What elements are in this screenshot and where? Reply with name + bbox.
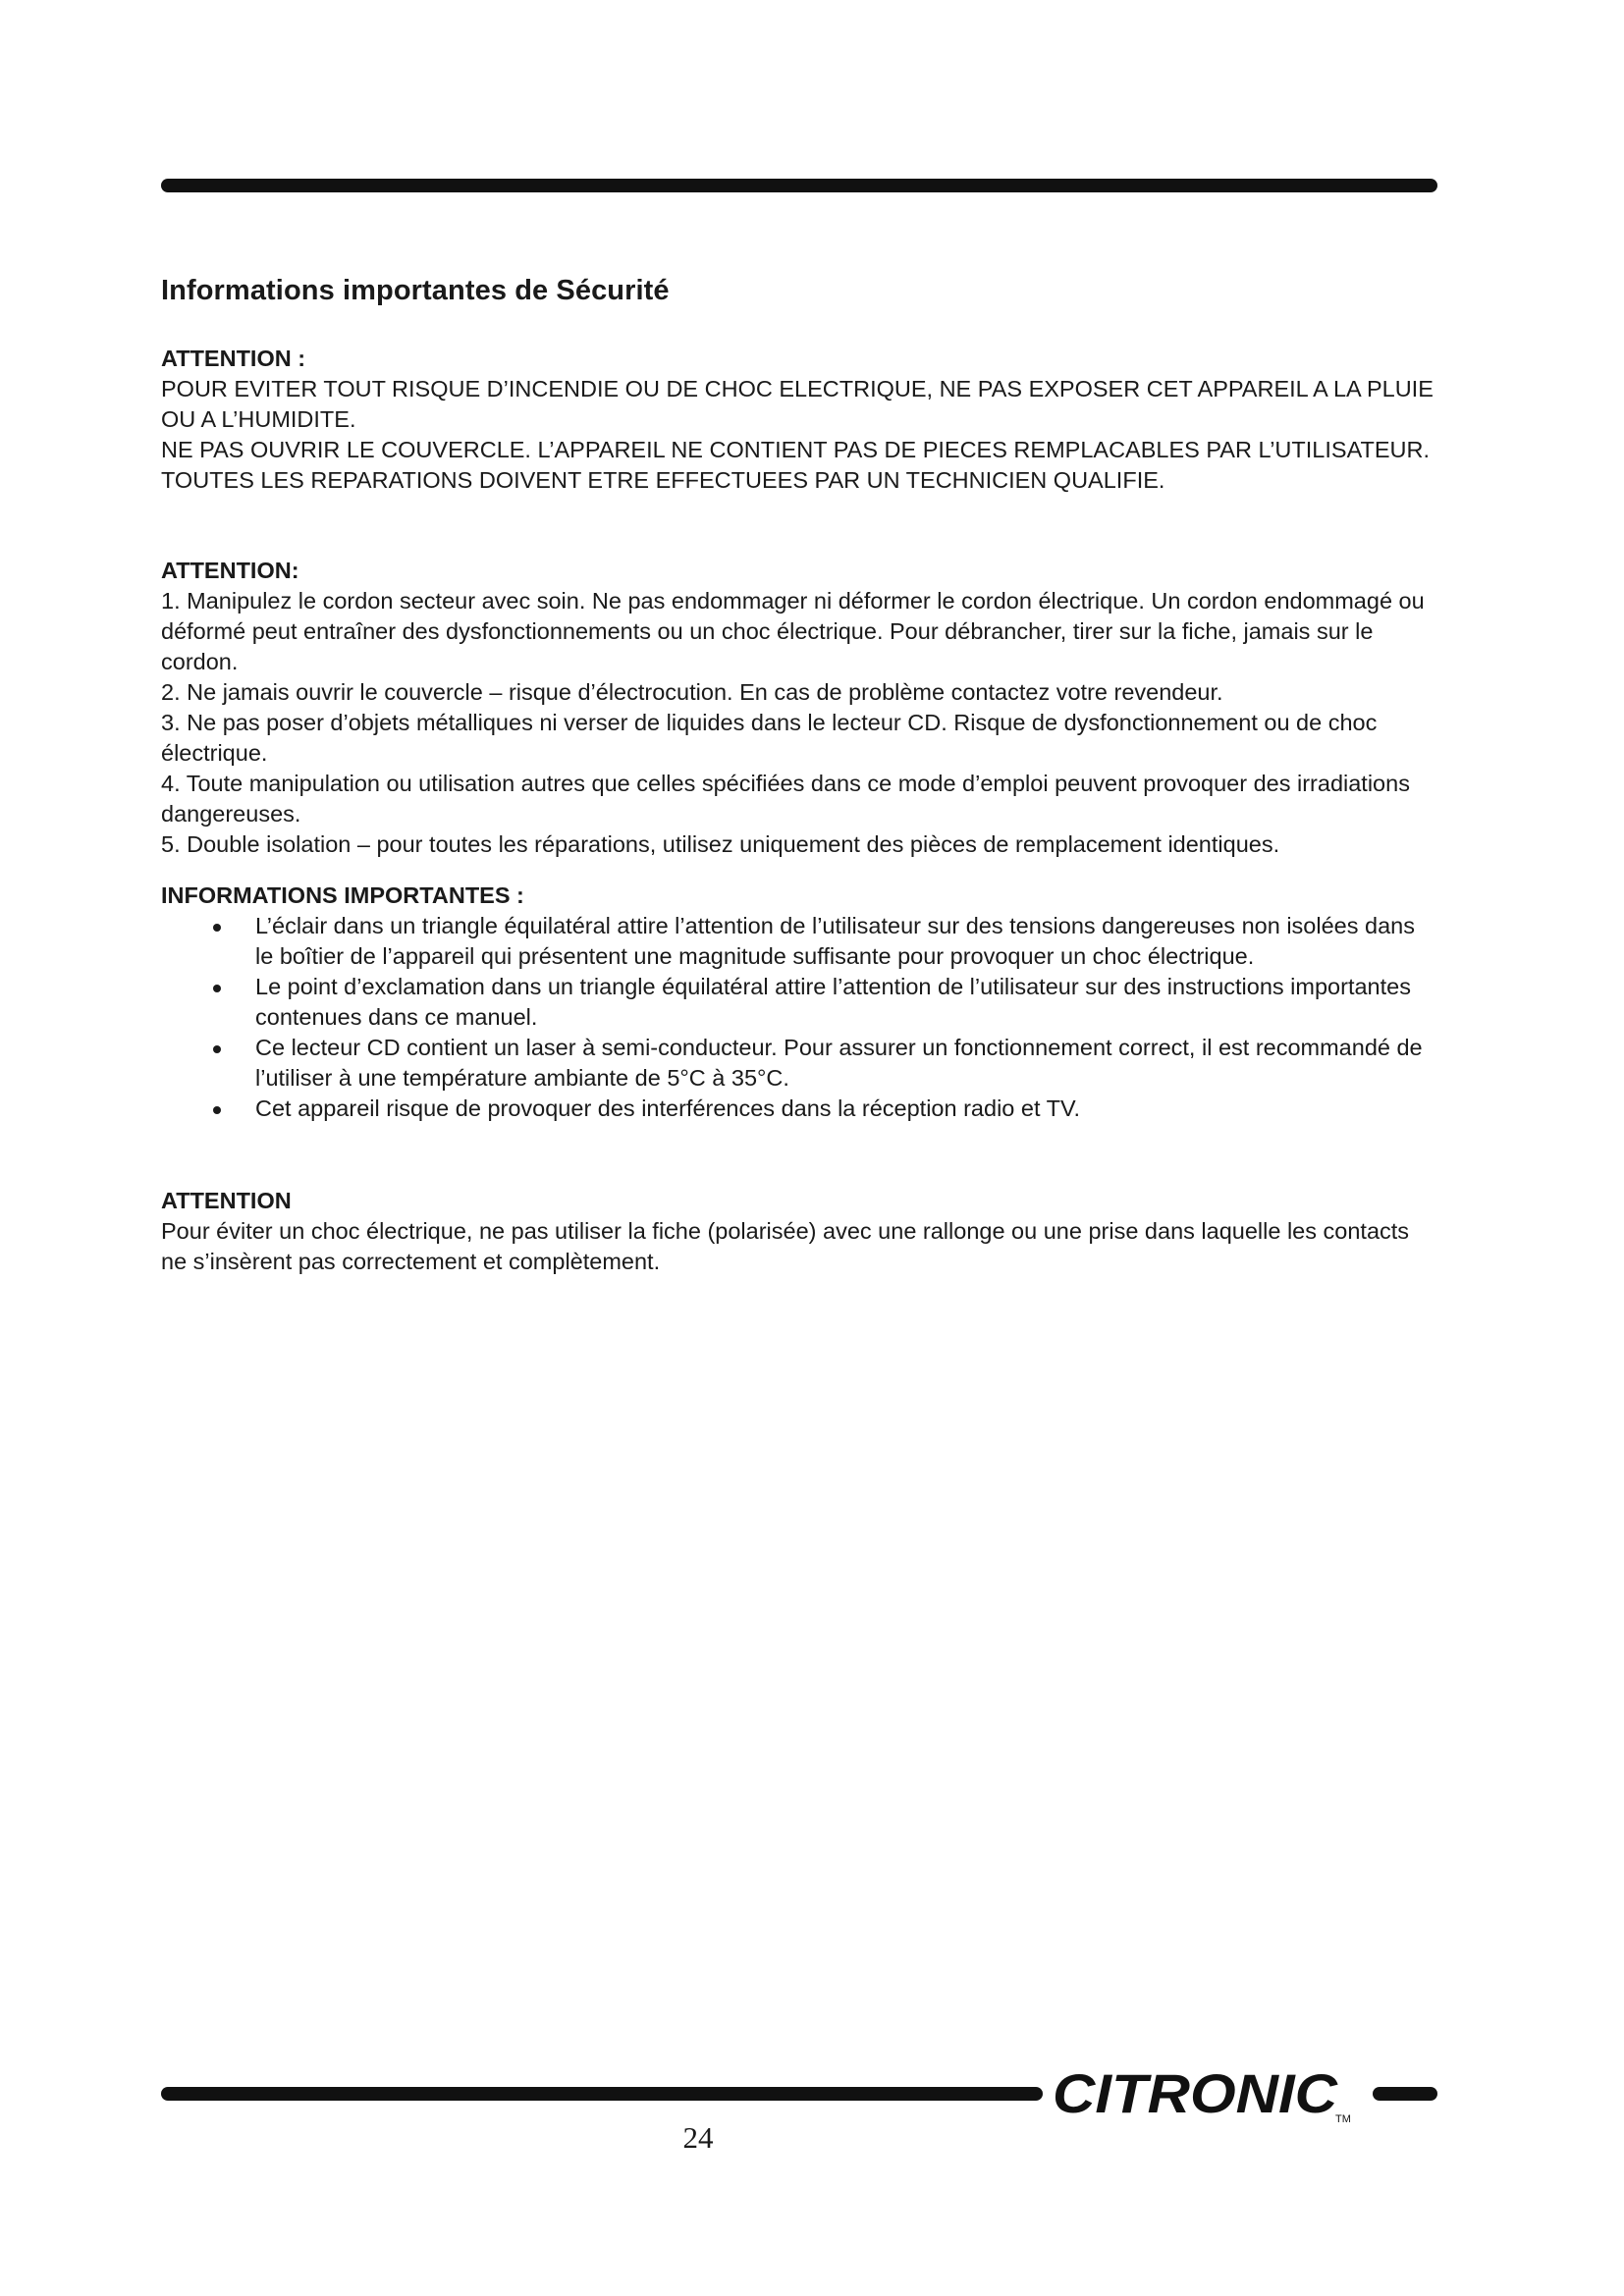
numbered-item: 1. Manipulez le cordon secteur avec soin. Ne pas endommager ni déformer le cordon électrique. Un cordon endommagé ou déformé peut entraîner des dysfonctionnements ou un choc électrique. Pour débrancher, tirer sur la fiche, jamais sur le cordon. xyxy=(161,588,1425,674)
bottom-divider-left xyxy=(161,2087,1043,2101)
bullet-icon xyxy=(213,924,221,932)
important-info-section xyxy=(161,881,1437,1124)
bullet-text: Cet appareil risque de provoquer des interférences dans la réception radio et TV. xyxy=(255,1095,1080,1121)
important-bullet-list xyxy=(161,911,1437,1124)
warning-paragraph: NE PAS OUVRIR LE COUVERCLE. L’APPAREIL NE CONTIENT PAS DE PIECES REMPLACABLES PAR L’UTILISATEUR. TOUTES LES REPARATIONS DOIVENT ETRE EFFECTUEES PAR UN TECHNICIEN QUALIFIE. xyxy=(161,437,1430,493)
important-heading: INFORMATIONS IMPORTANTES : xyxy=(161,882,524,908)
top-divider xyxy=(161,179,1437,192)
page-number: 24 xyxy=(682,2120,714,2155)
numbered-item: 2. Ne jamais ouvrir le couvercle – risque d’électrocution. En cas de problème contactez votre revendeur. xyxy=(161,679,1223,705)
bullet-icon xyxy=(213,1045,221,1053)
citronic-logo xyxy=(1043,2056,1373,2130)
bullet-icon xyxy=(213,1106,221,1114)
warning-section-3 xyxy=(161,1186,1437,1277)
trademark-mark: TM xyxy=(1335,2113,1351,2125)
bullet-text: L’éclair dans un triangle équilatéral attire l’attention de l’utilisateur sur des tensions dangereuses non isolées dans le boîtier de l’appareil qui présentent une magnitude suffisante pour provoquer un choc électrique. xyxy=(255,913,1415,969)
bullet-item xyxy=(161,911,1437,972)
bullet-icon xyxy=(213,985,221,992)
brand-wordmark: CITRONIC xyxy=(1053,2062,1339,2124)
warning-paragraph: POUR EVITER TOUT RISQUE D’INCENDIE OU DE CHOC ELECTRIQUE, NE PAS EXPOSER CET APPAREIL A LA PLUIE OU A L’HUMIDITE. xyxy=(161,376,1434,432)
warning-heading: ATTENTION xyxy=(161,1188,292,1213)
warning-text: Pour éviter un choc électrique, ne pas utiliser la fiche (polarisée) avec une rallonge ou une prise dans laquelle les contacts ne s’insèrent pas correctement et complètement. xyxy=(161,1218,1410,1274)
numbered-item: 5. Double isolation – pour toutes les réparations, utilisez uniquement des pièces de remplacement identiques. xyxy=(161,831,1280,857)
bottom-divider-right xyxy=(1373,2087,1437,2101)
bullet-item xyxy=(161,1033,1437,1094)
warning-heading: ATTENTION : xyxy=(161,346,306,371)
numbered-item: 3. Ne pas poser d’objets métalliques ni verser de liquides dans le lecteur CD. Risque de dysfonctionnement ou de choc électrique. xyxy=(161,710,1378,766)
warning-heading: ATTENTION: xyxy=(161,558,299,583)
bullet-text: Ce lecteur CD contient un laser à semi-conducteur. Pour assurer un fonctionnement correct, il est recommandé de l’utiliser à une température ambiante de 5°C à 35°C. xyxy=(255,1035,1423,1091)
page-title: Informations importantes de Sécurité xyxy=(161,275,670,306)
bullet-item xyxy=(161,1094,1437,1124)
warning-section-1 xyxy=(161,344,1437,496)
numbered-item: 4. Toute manipulation ou utilisation autres que celles spécifiées dans ce mode d’emploi peuvent provoquer des irradiations dangereuses. xyxy=(161,771,1410,827)
bullet-text: Le point d’exclamation dans un triangle équilatéral attire l’attention de l’utilisateur sur des instructions importantes contenues dans ce manuel. xyxy=(255,974,1411,1030)
warning-section-2 xyxy=(161,556,1437,860)
bullet-item xyxy=(161,972,1437,1033)
